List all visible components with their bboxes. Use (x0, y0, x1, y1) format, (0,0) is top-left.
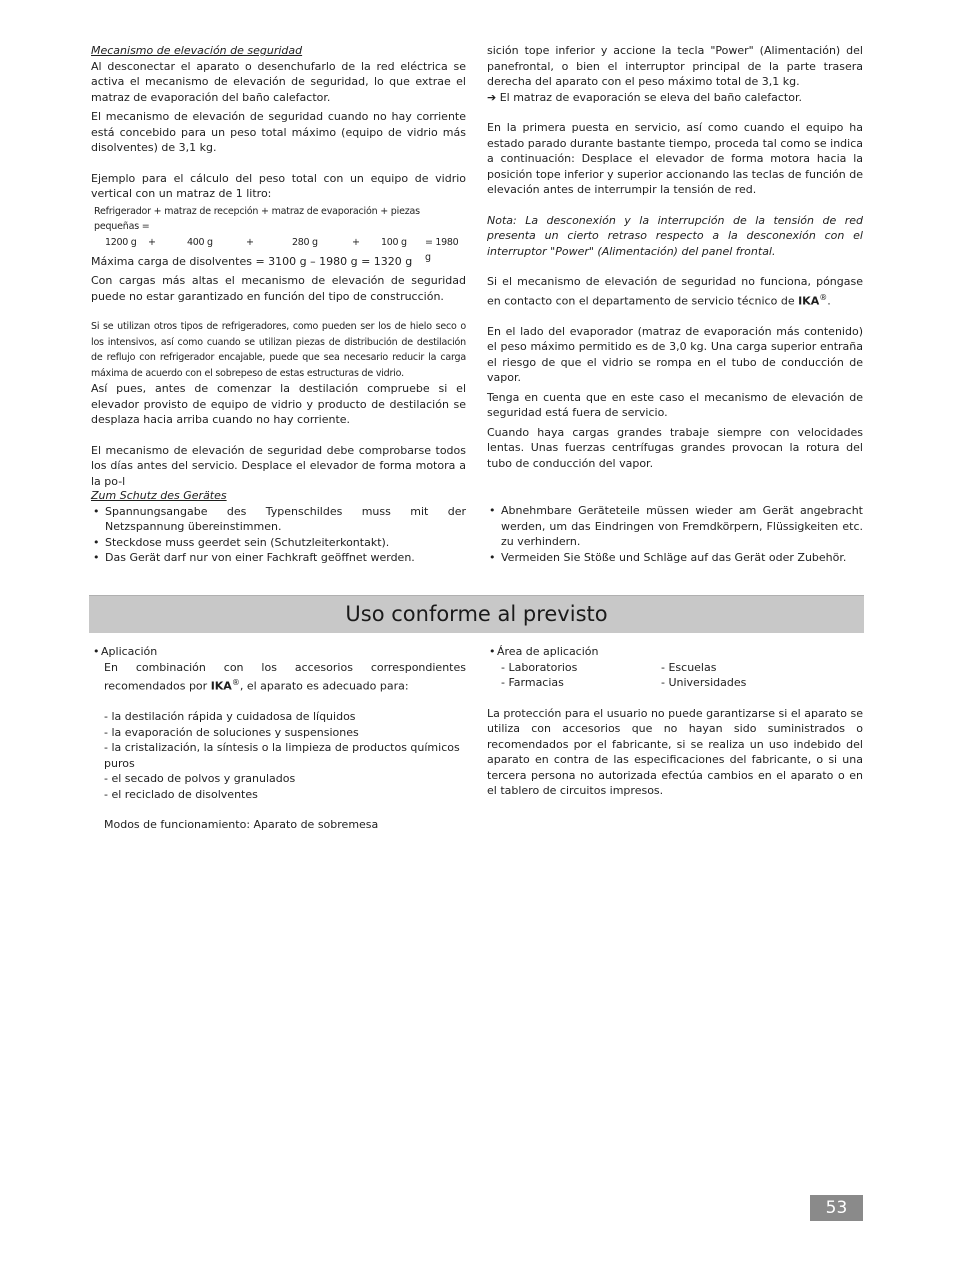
note-paragraph: Nota: La desconexión y la interrupción de la tensión de red presenta un cierto retraso respecto a la desconexión con el interruptor "Power" (Alimentación) del panel frontal. (487, 213, 863, 258)
paragraph: El mecanismo de elevación de seguridad cuando no hay corriente está concebido para un peso total máximo (equipo de vidrio más disolventes) de 3,1 kg. (91, 110, 466, 154)
brand-name: IKA (798, 294, 820, 308)
list-item: • Steckdose muss geerdet sein (Schutzleiterkontakt). (91, 535, 466, 551)
application-intro (91, 660, 466, 695)
text: En combinación con los accesorios correspondientes recomendados por (104, 660, 466, 693)
area-item: - Farmacias (501, 676, 564, 689)
calc-operator: + (352, 236, 360, 248)
calc-value: 1200 g (105, 236, 137, 248)
paragraph: sición tope inferior y accione la tecla "Power" (Alimentación) del panefrontal, o bien el interruptor principal de la parte trasera derecha del aparato con el peso máximo total de 3,1 kg. (487, 44, 863, 88)
paragraph: Tenga en cuenta que en este caso el mecanismo de elevación de seguridad está fuera de servicio. (487, 390, 863, 420)
list-item: • Das Gerät darf nur von einer Fachkraft geöffnet werden. (91, 550, 466, 566)
protection-paragraph: La protección para el usuario no puede garantizarse si el aparato se utiliza con accesorios que no hayan sido suministrados o recomendados por el fabricante, si se realiza un uso indebido del aparato en contra de las especificaciones del fabricante, o si una tercera persona no autorizada efectúa cambios en el aparato o en el tablero de circuitos impresos. (487, 706, 863, 797)
operating-modes: Modos de funcionamiento: Aparato de sobremesa (104, 818, 379, 832)
calc-value: 280 g (292, 236, 318, 248)
paragraph: En la primera puesta en servicio, así como cuando el equipo ha estado parado durante bastante tiempo, proceda tal como se indica a continuación: Desplace el elevador de forma motora hacia la posición tope inferior y superior accionando las teclas de función de elevación antes de interrumpir la tensión de red. (487, 121, 863, 196)
paragraph: Si se utilizan otros tipos de refrigeradores, como pueden ser los de hielo seco o los intensivos, así como cuando se utilizan piezas de distribución de destilación de reflujo con refrigerador encajable, puede que sea necesario reducir la carga máxima de acuerdo con el sobrepeso de estas estructuras de vidrio. (91, 321, 466, 379)
calc-operator: + (148, 236, 156, 248)
list-item: - la evaporación de soluciones y suspensiones (104, 725, 359, 739)
list-item: • Vermeiden Sie Stöße und Schläge auf das Gerät oder Zubehör. (487, 550, 863, 566)
application-area-bullet: • Área de aplicación (487, 644, 863, 660)
list-item: - la cristalización, la síntesis o la limpieza de productos químicos puros (104, 741, 460, 770)
result-line (487, 90, 863, 106)
safety-lift-heading: Mecanismo de elevación de seguridad (91, 44, 303, 57)
brand-name: IKA (210, 679, 232, 693)
paragraph: Al desconectar el aparato o desenchufarlo de la red eléctrica se activa el mecanismo de elevación de seguridad, lo que extrae el matraz de evaporación del baño calefactor. (91, 59, 466, 104)
registered-mark: ® (819, 292, 828, 302)
list-item: - la destilación rápida y cuidadosa de líquidos (104, 710, 356, 724)
device-protection-right (487, 503, 863, 565)
text: . (827, 294, 831, 308)
list-item: - el reciclado de disolventes (104, 787, 258, 801)
paragraph: Así pues, antes de comenzar la destilación compruebe si el elevador provisto de equipo de vidrio y producto de destilación se desplaza hacia arriba cuando no hay corriente. (91, 382, 466, 426)
area-row (487, 660, 863, 676)
application-area-section (487, 644, 863, 799)
area-item: - Laboratorios (501, 660, 578, 674)
paragraph: Ejemplo para el cálculo del peso total con un equipo de vidrio vertical con un matraz de 1 litro: (91, 171, 466, 200)
calc-value: 400 g (187, 236, 213, 248)
calc-operator: + (246, 236, 254, 248)
section-banner (89, 595, 864, 633)
list-item: • Abnehmbare Geräteteile müssen wieder am Gerät angebracht werden, um das Eindringen von Fremdkörpern, Flüssigkeiten etc. zu verhindern. (487, 503, 863, 550)
calc-value: 100 g (381, 236, 407, 248)
list-item: • Spannungsangabe des Typenschildes muss mit der Netzspannung übereinstimmen. (91, 504, 466, 535)
text: , el aparato es adecuado para: (239, 679, 409, 693)
list-item: - el secado de polvos y granulados (104, 772, 296, 786)
paragraph (487, 274, 863, 309)
page-number: 53 (810, 1195, 863, 1221)
device-protection-left (91, 488, 466, 566)
calc-header: Refrigerador + matraz de recepción + matraz de evaporación + piezas pequeñas = (94, 205, 420, 232)
device-protection-heading: Zum Schutz des Gerätes (91, 489, 227, 502)
section-title: Uso conforme al previsto (345, 602, 608, 626)
result-text: El matraz de evaporación se eleva del baño calefactor. (499, 90, 802, 104)
calc-total: = 1980 g (425, 236, 459, 263)
paragraph: En el lado del evaporador (matraz de evaporación más contenido) el peso máximo permitido es de 3,0 kg. Una carga superior entraña el riesgo de que el vidrio se rompa en el tubo de conducción de vapor. (487, 324, 863, 385)
paragraph: Máxima carga de disolventes = 3100 g – 1980 g = 1320 g (91, 254, 413, 268)
safety-lift-section-right (487, 43, 863, 471)
application-section (91, 644, 466, 833)
text: Si el mecanismo de elevación de seguridad no funciona, póngase en contacto con el departamento de servicio técnico de (487, 275, 863, 308)
paragraph: Con cargas más altas el mecanismo de elevación de seguridad puede no estar garantizado en función del tipo de construcción. (91, 274, 466, 303)
safety-lift-section-left (91, 43, 466, 489)
paragraph: Cuando haya cargas grandes trabaje siempre con velocidades lentas. Unas fuerzas centrífugas grandes provocan la rotura del tubo de conducción del vapor. (487, 425, 863, 470)
application-bullet: • Aplicación (91, 644, 466, 660)
area-item: - Escuelas (661, 660, 717, 674)
area-item: - Universidades (661, 676, 747, 689)
arrow-icon: ➔ (487, 90, 497, 104)
application-list (91, 709, 466, 802)
paragraph: El mecanismo de elevación de seguridad debe comprobarse todos los días antes del servicio. Desplace el elevador de forma motora a la po-l (91, 443, 466, 488)
area-row (487, 675, 863, 691)
registered-mark: ® (231, 678, 240, 687)
